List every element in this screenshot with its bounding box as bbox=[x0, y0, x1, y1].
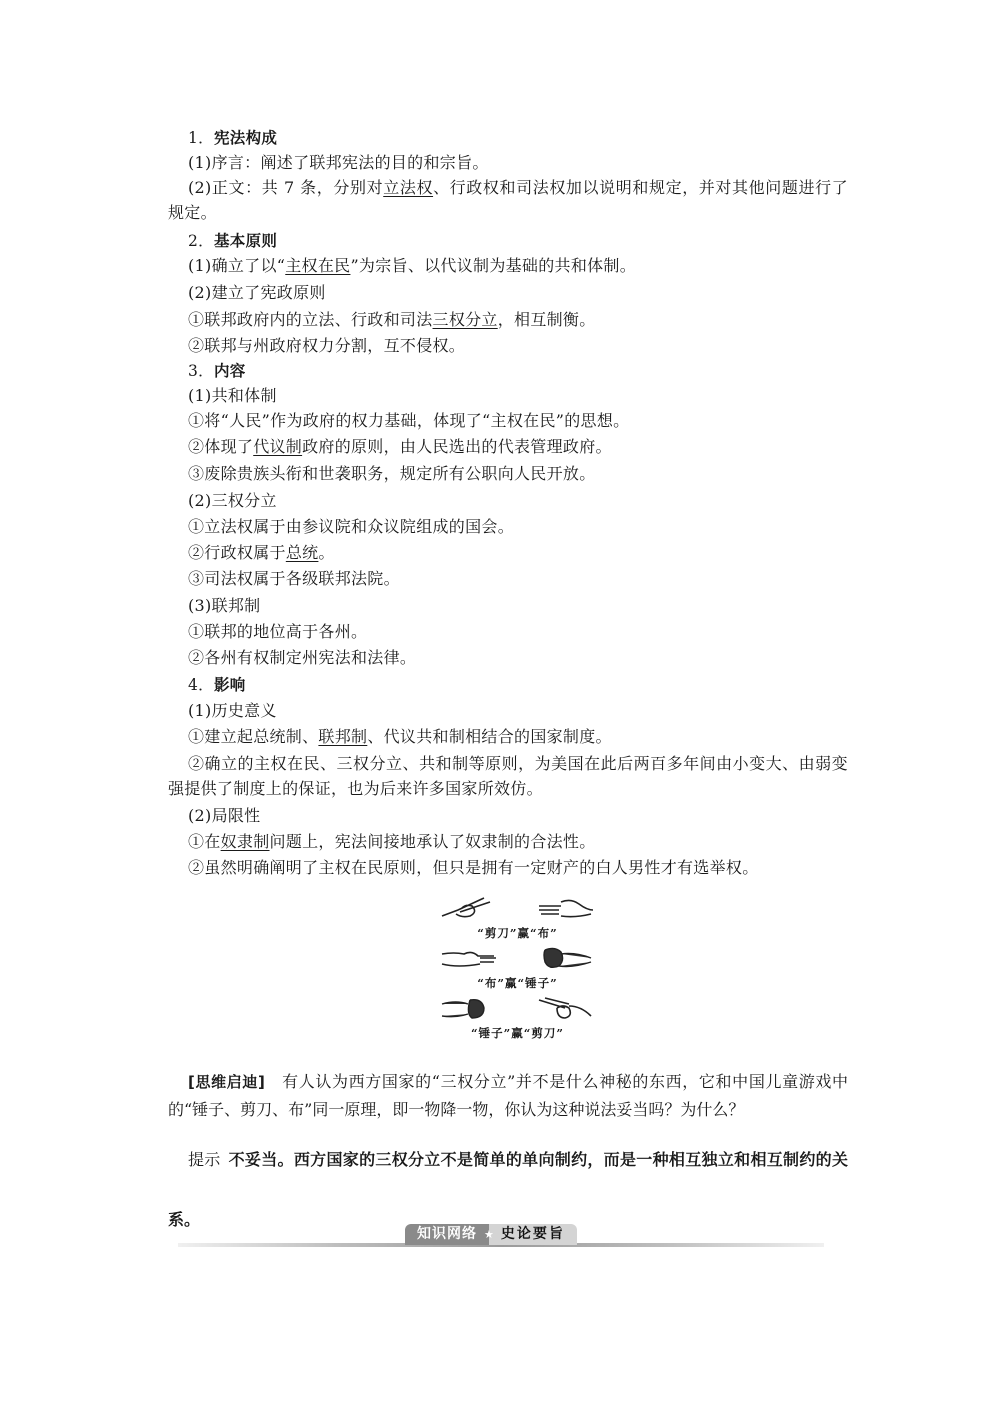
list-item: ②确立的主权在民、三权分立、共和制等原则，为美国在此后两百多年间由小变大、由弱变强提供了制度上的保证，也为后来许多国家所效仿。 bbox=[168, 754, 848, 798]
paper-hand-icon bbox=[440, 946, 500, 970]
text: (2)正文：共 7 条，分别对 bbox=[188, 178, 384, 197]
list-item: ①联邦的地位高于各州。 bbox=[188, 622, 368, 641]
list-item: ②各州有权制定州宪法和法律。 bbox=[188, 648, 417, 667]
heading-text: 宪法构成 bbox=[213, 129, 278, 147]
heading-text: 基本原则 bbox=[213, 232, 278, 250]
heading-text: 影响 bbox=[213, 676, 246, 694]
underlined-term: 三权分立 bbox=[432, 310, 498, 329]
paper-hand-icon bbox=[535, 896, 595, 920]
text: ②行政权属于 bbox=[188, 543, 286, 562]
heading-number: 1． bbox=[188, 129, 214, 147]
list-item: (2)局限性 bbox=[188, 806, 261, 825]
heading-number: 4． bbox=[188, 676, 214, 694]
figure-caption: “布”赢“锤子” bbox=[477, 976, 558, 990]
list-item: ②虽然明确阐明了主权在民原则，但只是拥有一定财产的白人男性才有选举权。 bbox=[188, 858, 759, 877]
section-heading-1 bbox=[188, 127, 277, 149]
text: 。 bbox=[318, 543, 335, 562]
text: ②体现了 bbox=[188, 437, 254, 456]
list-item: ①立法权属于由参议院和众议院组成的国会。 bbox=[188, 517, 515, 536]
text: 政府的原则，由人民选出的代表管理政府。 bbox=[302, 437, 612, 456]
list-item bbox=[188, 309, 596, 331]
scissors-hand-icon bbox=[535, 996, 595, 1020]
list-item: (3)联邦制 bbox=[188, 596, 261, 615]
section-heading-2 bbox=[188, 230, 277, 252]
list-item: ③废除贵族头衔和世袭职务，规定所有公职向人民开放。 bbox=[188, 464, 596, 483]
hands-row bbox=[440, 893, 595, 923]
thinking-text: 有人认为西方国家的“三权分立”并不是什么神秘的东西，它和中国儿童游戏中的“锤子、剪刀、布”同一原理，即一物降一物，你认为这种说法妥当吗？为什么？ bbox=[168, 1072, 848, 1119]
underlined-term: 立法权 bbox=[383, 178, 434, 197]
section-heading-4 bbox=[188, 674, 246, 696]
banner-left-label: 知识网络 bbox=[405, 1224, 483, 1245]
list-item bbox=[188, 831, 596, 853]
list-item: (1)共和体制 bbox=[188, 386, 277, 405]
underlined-term: 联邦制 bbox=[318, 727, 368, 746]
list-item bbox=[188, 542, 335, 564]
thinking-prompt bbox=[168, 1068, 848, 1123]
text: 问题上，宪法间接地承认了奴隶制的合法性。 bbox=[269, 832, 596, 851]
list-item bbox=[168, 175, 848, 225]
scissors-hand-icon bbox=[440, 896, 500, 920]
rock-hand-icon bbox=[440, 996, 500, 1020]
list-item: (2)建立了宪政原则 bbox=[188, 283, 326, 302]
list-item bbox=[188, 255, 636, 277]
list-item bbox=[188, 436, 612, 458]
underlined-term: 代议制 bbox=[253, 437, 303, 456]
text: 、代议共和制相结合的国家制度。 bbox=[367, 727, 612, 746]
text: ①在 bbox=[188, 832, 221, 851]
underlined-term: 奴隶制 bbox=[220, 832, 270, 851]
hands-row bbox=[440, 943, 595, 973]
text: ①建立起总统制、 bbox=[188, 727, 319, 746]
list-item: ①将“人民”作为政府的权力基础，体现了“主权在民”的思想。 bbox=[188, 411, 630, 430]
list-item bbox=[188, 726, 612, 748]
underlined-term: 总统 bbox=[285, 543, 319, 562]
text: ”为宗旨、以代议制为基础的共和体制。 bbox=[350, 256, 637, 275]
section-banner bbox=[405, 1224, 577, 1245]
text: ，相互制衡。 bbox=[497, 310, 596, 329]
heading-number: 3． bbox=[188, 362, 214, 380]
thinking-tag: [思维启迪] bbox=[188, 1073, 265, 1091]
figure-caption: “锤子”赢“剪刀” bbox=[471, 1026, 564, 1040]
hint-text: 不妥当。西方国家的三权分立不是简单的单向制约，而是一种相互独立和相互制约的关系。 bbox=[168, 1150, 848, 1229]
banner-right-label: 史论要旨 bbox=[495, 1224, 577, 1245]
hands-row bbox=[440, 993, 595, 1023]
list-item: (2)三权分立 bbox=[188, 491, 277, 510]
heading-number: 2． bbox=[188, 232, 214, 250]
hint-label: 提示 bbox=[188, 1150, 221, 1169]
rock-paper-scissors-figure bbox=[440, 893, 595, 1055]
star-icon: ★ bbox=[483, 1224, 495, 1245]
list-item: ③司法权属于各级联邦法院。 bbox=[188, 569, 400, 588]
text: (1)确立了以“ bbox=[188, 256, 286, 275]
list-item: (1)序言：阐述了联邦宪法的目的和宗旨。 bbox=[188, 153, 489, 172]
list-item: ②联邦与州政府权力分割，互不侵权。 bbox=[188, 336, 466, 355]
text: 、行政权和司法权加以说明和规定，并对其他问题进行了规定。 bbox=[168, 178, 848, 222]
figure-caption: “剪刀”赢“布” bbox=[477, 926, 558, 940]
section-heading-3 bbox=[188, 360, 246, 382]
underlined-term: 主权在民 bbox=[285, 256, 351, 275]
rock-hand-icon bbox=[535, 946, 595, 970]
heading-text: 内容 bbox=[213, 362, 246, 380]
text: ①联邦政府内的立法、行政和司法 bbox=[188, 310, 433, 329]
list-item: (1)历史意义 bbox=[188, 701, 277, 720]
